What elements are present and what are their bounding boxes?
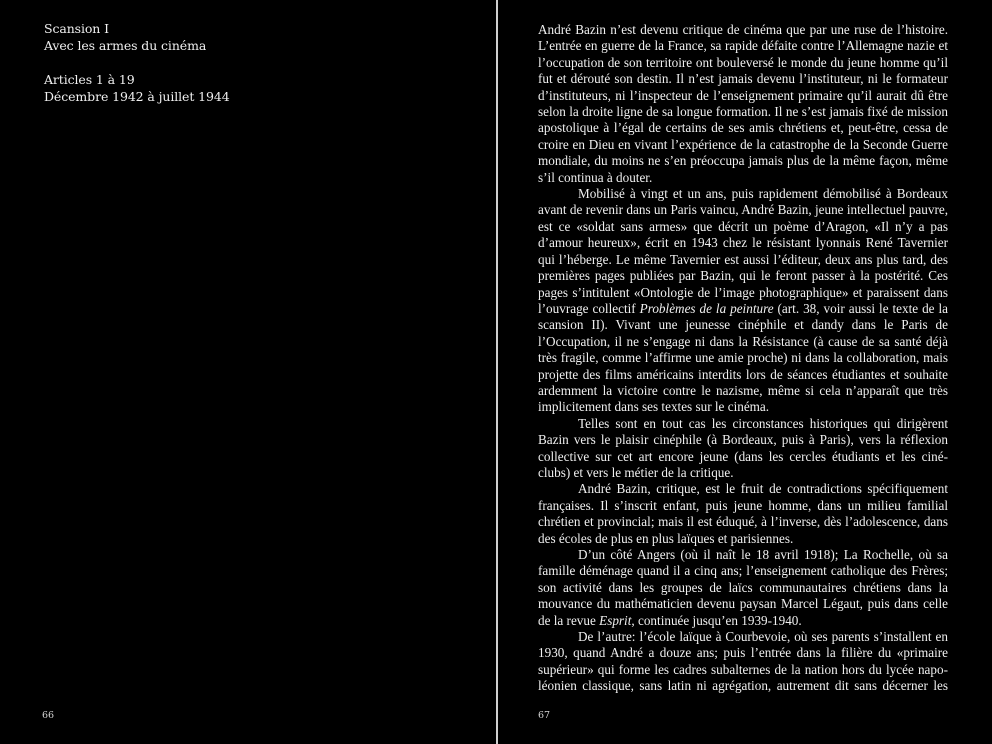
articles-range: Articles 1 à 19: [44, 72, 135, 87]
text-run: André Bazin, critique, est le fruit de contradictions spécifiquement françaises. Il s’inscrit enfant, puis jeune homme, dans un milieu familial chrétien et provincial; mais il est éduqué, à l’inverse, dès l’adolescence, dans des écoles de plus en plus laïques et parisiennes.: [538, 481, 948, 546]
paragraph: [538, 629, 948, 695]
text-run: (art. 38, voir aussi le texte de la scansion II). Vivant une jeunesse cinéphile et dandy dans le Paris de l’Occupation, il ne s’engage ni dans la Résistance (à cause de sa santé déjà très fragile, comme l’affirme une amie proche) ni dans la collaboration, mais projette des films américains interdits lors de séances étudiantes et souhaite ardemment la victoire contre le nazisme, même si cela n’apparaît que très implicitement dans ses textes sur le cinéma.: [538, 300, 949, 415]
running-head-spacer: [44, 54, 230, 71]
text-run: D’un côté Angers (où il naît le 18 avril 1918); La Rochelle, où sa famille déménage quand il a cinq ans; l’enseignement catholique des Frères; son activité dans les groupes de laïcs communautaires chrétiens dans la mouvance du mathématicien devenu paysan Marcel Légaut, puis dans celle de la revue: [538, 547, 948, 628]
paragraph: [538, 481, 948, 547]
paragraph: [538, 186, 948, 416]
section-title: Scansion I: [44, 21, 109, 36]
text-run: Mobilisé à vingt et un ans, puis rapidement démobilisé à Bordeaux avant de revenir dans un Paris vaincu, André Bazin, jeune intellectuel pauvre, est ce «soldat sans armes» que décrit un poème d’Aragon, «Il n’y a pas d’amour heureux», écrit en 1943 chez le résistant lyonnais René Tavernier qui l’héberge. Le même Tavernier est aussi l’éditeur, deux ans plus tard, des premières pages publiées par Bazin, qui le feront passer à la postérité. Ces pages s’intitulent «Ontologie de l’image photographique» et paraissent dans l’ouvrage collectif: [538, 186, 948, 316]
text-run: André Bazin n’est devenu critique de cinéma que par une ruse de l’histoire. L’entrée en guerre de la France, sa rapide défaite contre l’Allemagne nazie et l’occupation de son territoire ont bouleversé le monde du jeune homme qu’il fut et dérouté son destin. Il n’est jamais devenu l’instituteur, ni le formateur d’instituteurs, ni l’inspecteur de l’enseignement primaire qu’il aurait dû être selon la droite ligne de sa longue formation. Il ne s’est jamais fixé de mission apostolique à l’égal de certains de ses amis chrétiens et, peut-être, cessa de croire en Dieu en vivant l’expérience de la catastrophe de la Seconde Guerre mondiale, du moins ne s’en préoccupa jamais plus de la même façon, même s’il continua à douter.: [538, 22, 948, 185]
right-page: [498, 0, 992, 744]
section-subtitle: Avec les armes du cinéma: [44, 38, 207, 53]
paragraph: [538, 547, 948, 629]
text-run: , continuée jusqu’en 1939-1940.: [631, 612, 802, 628]
italic-title: Problèmes de la peinture: [639, 300, 774, 316]
paragraph: [538, 416, 948, 482]
italic-title: Esprit: [599, 612, 632, 628]
text-run: De l’autre: l’école laïque à Courbevoie, où ses parents s’installent en 1930, quand André a douze ans; puis l’entrée dans la filière du «primaire supérieur» qui forme les cadres subalternes de la nation hors du lycée napoléonien classique, sans latin ni agrégation, autrement dit sans décerner les: [538, 629, 948, 694]
page-number-left: 66: [42, 710, 55, 721]
date-range: Décembre 1942 à juillet 1944: [44, 89, 230, 104]
paragraph: [538, 22, 948, 186]
body-text: [538, 22, 948, 695]
page-number-right: 67: [538, 710, 551, 721]
running-head: [44, 20, 230, 105]
text-run: Telles sont en tout cas les circonstances historiques qui dirigèrent Bazin vers le plaisir cinéphile (à Bordeaux, puis à Paris), vers la réflexion collective sur cet art encore jeune (dans les cercles étudiants et les ciné-clubs) et vers le métier de la critique.: [538, 415, 948, 480]
